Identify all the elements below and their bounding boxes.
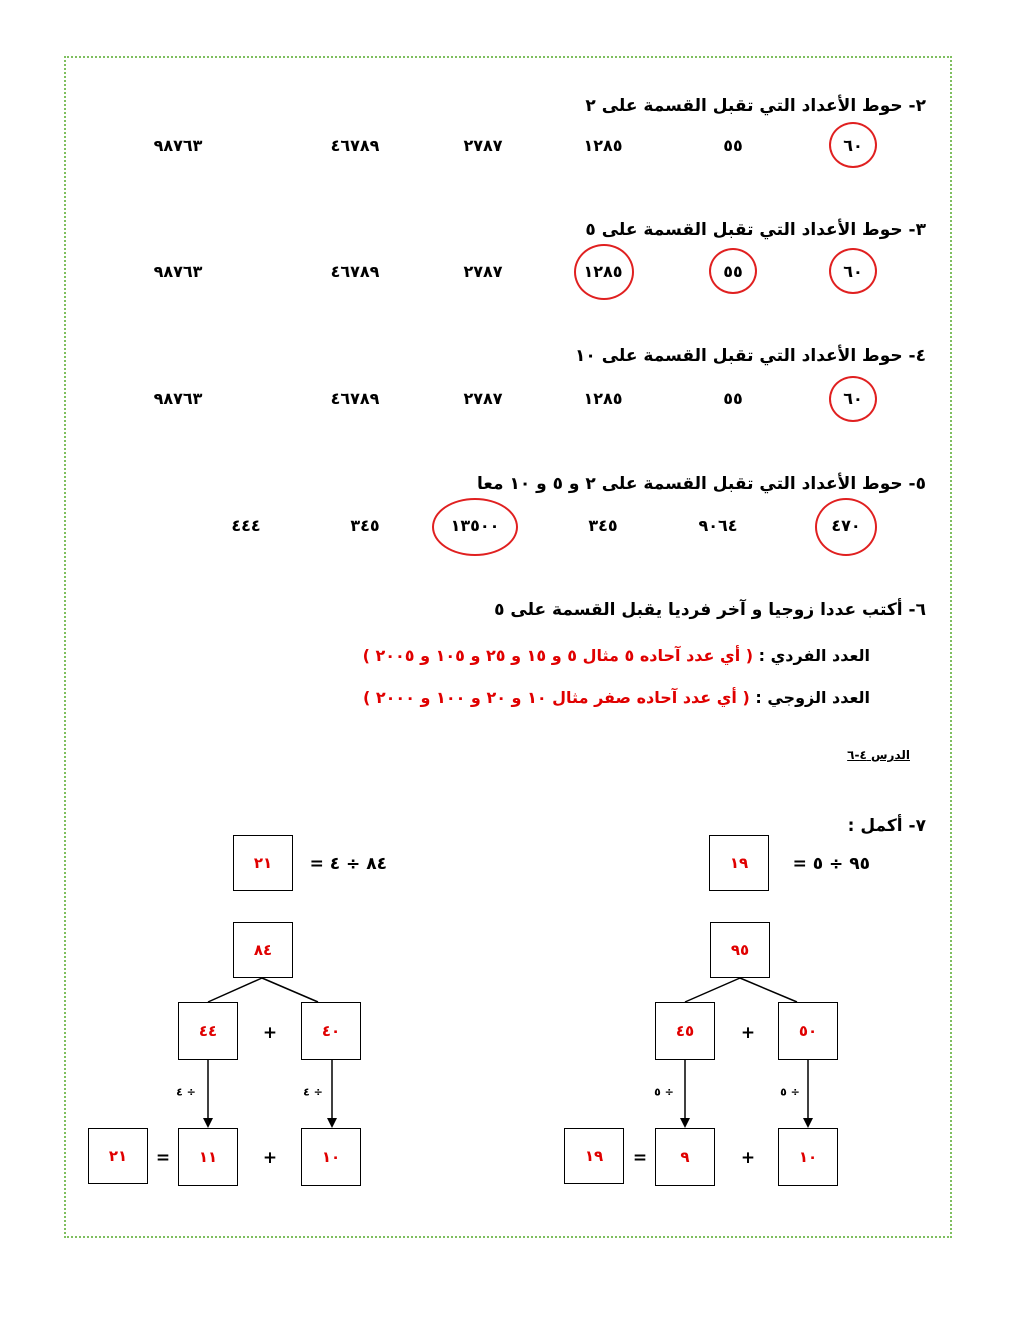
q4-number[interactable]: ١٢٨٥ — [583, 389, 623, 408]
plus-sign: + — [262, 1023, 278, 1043]
right-final-box[interactable]: ١٩ — [564, 1128, 624, 1184]
q5-number[interactable]: ٣٤٥ — [350, 516, 380, 535]
q5-number[interactable]: ٩٠٦٤ — [698, 516, 738, 535]
q5-number[interactable]: ٤٤٤ — [231, 516, 261, 535]
left-right-part-box[interactable]: ٤٠ — [301, 1002, 361, 1060]
even-answer[interactable]: ( أي عدد آحاده صفر مثال ١٠ و ٢٠ و ١٠٠ و ٢٠٠٠ ) — [363, 688, 750, 707]
q3-number[interactable]: ٤٦٧٨٩ — [330, 262, 380, 281]
question-6-title: ٦- أكتب عددا زوجيا و آخر فرديا يقبل القسمة على ٥ — [494, 600, 926, 620]
q4-number[interactable]: ٤٦٧٨٩ — [330, 389, 380, 408]
q3-number[interactable]: ١٢٨٥ — [583, 262, 623, 281]
divide-label: ÷ ٤ — [303, 1085, 323, 1099]
equals-sign: = — [155, 1148, 171, 1168]
left-final-box[interactable]: ٢١ — [88, 1128, 148, 1184]
equals-sign: = — [632, 1148, 648, 1168]
plus-sign: + — [262, 1148, 278, 1168]
left-left-part-box[interactable]: ٤٤ — [178, 1002, 238, 1060]
left-result-box[interactable]: ٢١ — [233, 835, 293, 891]
odd-label: العدد الفردي : — [758, 646, 870, 665]
right-result-box[interactable]: ١٩ — [709, 835, 769, 891]
plus-sign: + — [740, 1023, 756, 1043]
right-bottom-right-box[interactable]: ١٠ — [778, 1128, 838, 1186]
right-left-part-box[interactable]: ٤٥ — [655, 1002, 715, 1060]
q2-number[interactable]: ٩٨٧٦٣ — [153, 136, 203, 155]
left-bottom-left-box[interactable]: ١١ — [178, 1128, 238, 1186]
q2-number[interactable]: ١٢٨٥ — [583, 136, 623, 155]
q5-number[interactable]: ٤٧٠ — [831, 516, 861, 535]
plus-sign: + — [740, 1148, 756, 1168]
right-right-part-box[interactable]: ٥٠ — [778, 1002, 838, 1060]
q3-number[interactable]: ٢٧٨٧ — [463, 262, 503, 281]
divide-label: ÷ ٥ — [780, 1085, 800, 1099]
odd-answer[interactable]: ( أي عدد آحاده ٥ مثال ٥ و ١٥ و ٢٥ و ١٠٥ و ٢٠٠٥ ) — [362, 646, 754, 665]
divide-label: ÷ ٤ — [176, 1085, 196, 1099]
q2-number[interactable]: ٥٥ — [723, 136, 743, 155]
left-equation: ٨٤ ÷ ٤ = — [309, 854, 387, 874]
q5-number[interactable]: ١٣٥٠٠ — [450, 516, 500, 535]
q5-number[interactable]: ٣٤٥ — [588, 516, 618, 535]
divide-label: ÷ ٥ — [654, 1085, 674, 1099]
q2-number[interactable]: ٤٦٧٨٩ — [330, 136, 380, 155]
q4-number[interactable]: ٩٨٧٦٣ — [153, 389, 203, 408]
right-bottom-left-box[interactable]: ٩ — [655, 1128, 715, 1186]
left-bottom-right-box[interactable]: ١٠ — [301, 1128, 361, 1186]
even-label: العدد الزوجي : — [755, 688, 870, 707]
q3-number[interactable]: ٦٠ — [843, 262, 863, 281]
right-equation: ٩٥ ÷ ٥ = — [792, 854, 870, 874]
q2-number[interactable]: ٦٠ — [843, 136, 863, 155]
left-top-box[interactable]: ٨٤ — [233, 922, 293, 978]
right-top-box[interactable]: ٩٥ — [710, 922, 770, 978]
question-2-title: ٢- حوط الأعداد التي تقبل القسمة على ٢ — [585, 96, 926, 116]
question-5-title: ٥- حوط الأعداد التي تقبل القسمة على ٢ و ٥ و ١٠ معا — [477, 474, 926, 494]
q4-number[interactable]: ٦٠ — [843, 389, 863, 408]
q3-number[interactable]: ٩٨٧٦٣ — [153, 262, 203, 281]
question-7-title: ٧- أكمل : — [847, 816, 926, 836]
question-4-title: ٤- حوط الأعداد التي تقبل القسمة على ١٠ — [575, 346, 926, 366]
question-3-title: ٣- حوط الأعداد التي تقبل القسمة على ٥ — [585, 220, 926, 240]
q4-number[interactable]: ٢٧٨٧ — [463, 389, 503, 408]
q4-number[interactable]: ٥٥ — [723, 389, 743, 408]
q2-number[interactable]: ٢٧٨٧ — [463, 136, 503, 155]
lesson-heading: الدرس ٤-٦ — [847, 748, 910, 762]
q3-number[interactable]: ٥٥ — [723, 262, 743, 281]
